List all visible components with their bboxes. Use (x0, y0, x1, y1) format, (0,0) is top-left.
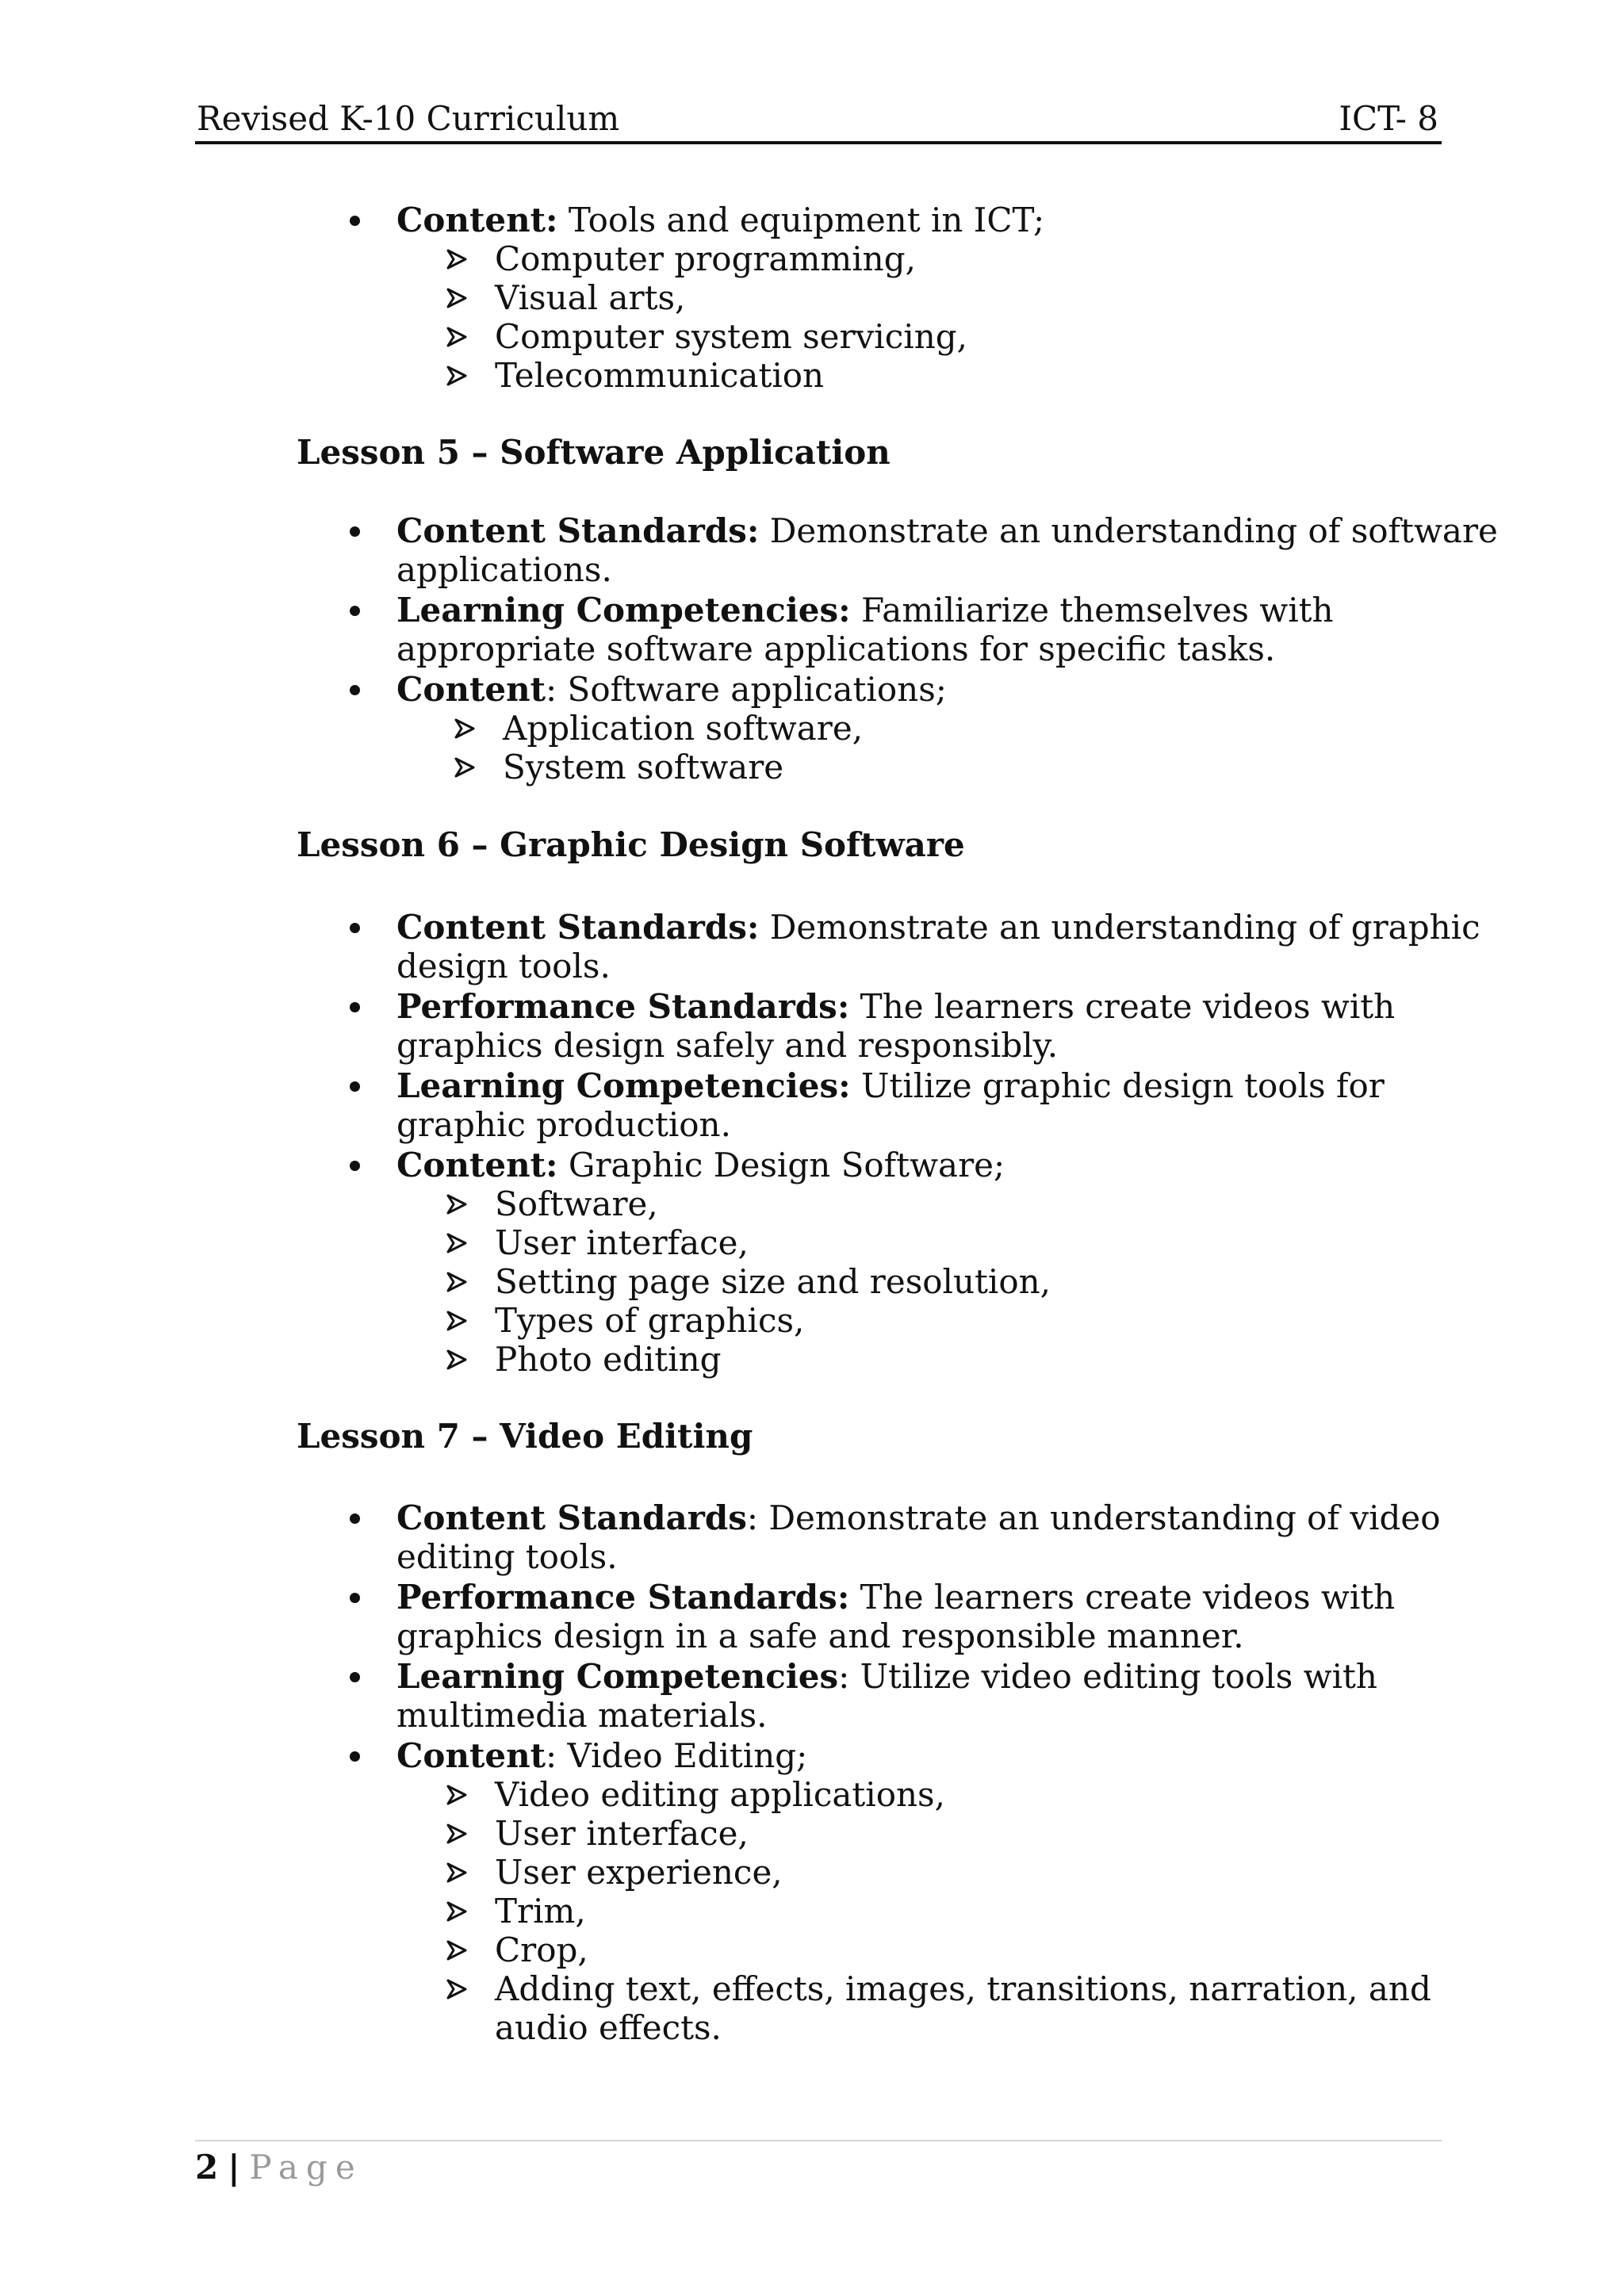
list-item: User interface, (495, 1814, 749, 1853)
lesson-7-learning-competencies-cont: multimedia materials. (396, 1696, 768, 1735)
arrow-bullet-icon (454, 718, 475, 739)
lesson-6-performance-standards-cont: graphics design safely and responsibly. (396, 1026, 1059, 1065)
list-item: Setting page size and resolution, (495, 1262, 1051, 1301)
list-item: Trim, (495, 1892, 586, 1931)
list-item: Computer programming, (495, 239, 916, 278)
lesson-7-content-standards-cont: editing tools. (396, 1537, 618, 1576)
lesson-7-content-standards: Content Standards: Demonstrate an understanding of video (396, 1498, 1441, 1537)
arrow-bullet-icon (446, 1349, 467, 1370)
bullet-icon (350, 526, 360, 537)
header-title: Revised K-10 Curriculum (197, 99, 620, 138)
page-number: 2 (195, 2148, 219, 2187)
lesson-6-content: Content: Graphic Design Software; (396, 1146, 1005, 1184)
arrow-bullet-icon (446, 327, 467, 347)
lesson-7-performance-standards-cont: graphics design in a safe and responsible manner. (396, 1617, 1244, 1655)
list-item-cont: audio effects. (495, 2008, 722, 2047)
bullet-icon (350, 1161, 360, 1171)
lesson-7-learning-competencies: Learning Competencies: Utilize video editing tools with (396, 1657, 1377, 1696)
bullet-icon (350, 216, 360, 226)
intro-content (396, 201, 1044, 239)
bullet-icon (350, 1002, 360, 1012)
arrow-bullet-icon (446, 365, 467, 386)
arrow-bullet-icon (454, 757, 475, 778)
list-item: Photo editing (495, 1340, 722, 1379)
lesson-7-heading: Lesson 7 – Video Editing (297, 1417, 753, 1456)
list-item: Telecommunication (495, 356, 825, 395)
list-item: Types of graphics, (495, 1301, 805, 1340)
page-header (195, 97, 1442, 144)
bullet-icon (350, 1081, 360, 1092)
footer-separator: | (228, 2148, 240, 2187)
arrow-bullet-icon (446, 1979, 467, 1999)
lesson-5-heading: Lesson 5 – Software Application (297, 433, 891, 472)
footer-divider (195, 2140, 1442, 2141)
lesson-5-learning-competencies-cont: appropriate software applications for specific tasks. (396, 629, 1276, 668)
content-label: Content: (396, 201, 558, 239)
arrow-bullet-icon (446, 1901, 467, 1922)
bullet-icon (350, 1672, 360, 1682)
list-item: User experience, (495, 1853, 783, 1892)
arrow-bullet-icon (446, 1311, 467, 1331)
list-item: User interface, (495, 1223, 749, 1262)
bullet-icon (350, 1513, 360, 1524)
page-footer (195, 2147, 363, 2188)
lesson-5-content: Content: Software applications; (396, 670, 947, 709)
header-subject: ICT- 8 (1339, 99, 1438, 138)
arrow-bullet-icon (446, 1785, 467, 1805)
bullet-icon (350, 1593, 360, 1603)
list-item: System software (503, 748, 784, 786)
list-item: Visual arts, (495, 278, 686, 317)
page-label: Page (249, 2148, 363, 2187)
arrow-bullet-icon (446, 1862, 467, 1883)
lesson-7-performance-standards: Performance Standards: The learners create videos with (396, 1578, 1396, 1617)
list-item: Adding text, effects, images, transitions, narration, and (495, 1969, 1431, 2008)
lesson-5-content-standards: Content Standards: Demonstrate an understanding of software (396, 511, 1498, 550)
lesson-6-content-standards: Content Standards: Demonstrate an understanding of graphic (396, 908, 1480, 947)
arrow-bullet-icon (446, 1272, 467, 1292)
lesson-6-learning-competencies: Learning Competencies: Utilize graphic design tools for (396, 1066, 1385, 1105)
bullet-icon (350, 923, 360, 933)
content-text: Tools and equipment in ICT; (557, 201, 1045, 239)
lesson-6-learning-competencies-cont: graphic production. (396, 1105, 731, 1144)
arrow-bullet-icon (446, 1233, 467, 1253)
list-item: Software, (495, 1184, 658, 1223)
lesson-7-content: Content: Video Editing; (396, 1736, 808, 1775)
list-item: Video editing applications, (495, 1775, 945, 1814)
arrow-bullet-icon (446, 1823, 467, 1844)
arrow-bullet-icon (446, 1194, 467, 1215)
arrow-bullet-icon (446, 288, 467, 308)
lesson-5-content-standards-cont: applications. (396, 550, 612, 589)
bullet-icon (350, 1751, 360, 1762)
list-item: Computer system servicing, (495, 317, 967, 356)
lesson-6-performance-standards: Performance Standards: The learners create videos with (396, 987, 1396, 1026)
arrow-bullet-icon (446, 1940, 467, 1961)
list-item: Application software, (503, 709, 864, 748)
lesson-6-content-standards-cont: design tools. (396, 947, 611, 985)
bullet-icon (350, 606, 360, 616)
lesson-5-learning-competencies: Learning Competencies: Familiarize themselves with (396, 591, 1334, 629)
bullet-icon (350, 685, 360, 695)
lesson-6-heading: Lesson 6 – Graphic Design Software (297, 825, 965, 864)
list-item: Crop, (495, 1931, 588, 1969)
arrow-bullet-icon (446, 249, 467, 270)
